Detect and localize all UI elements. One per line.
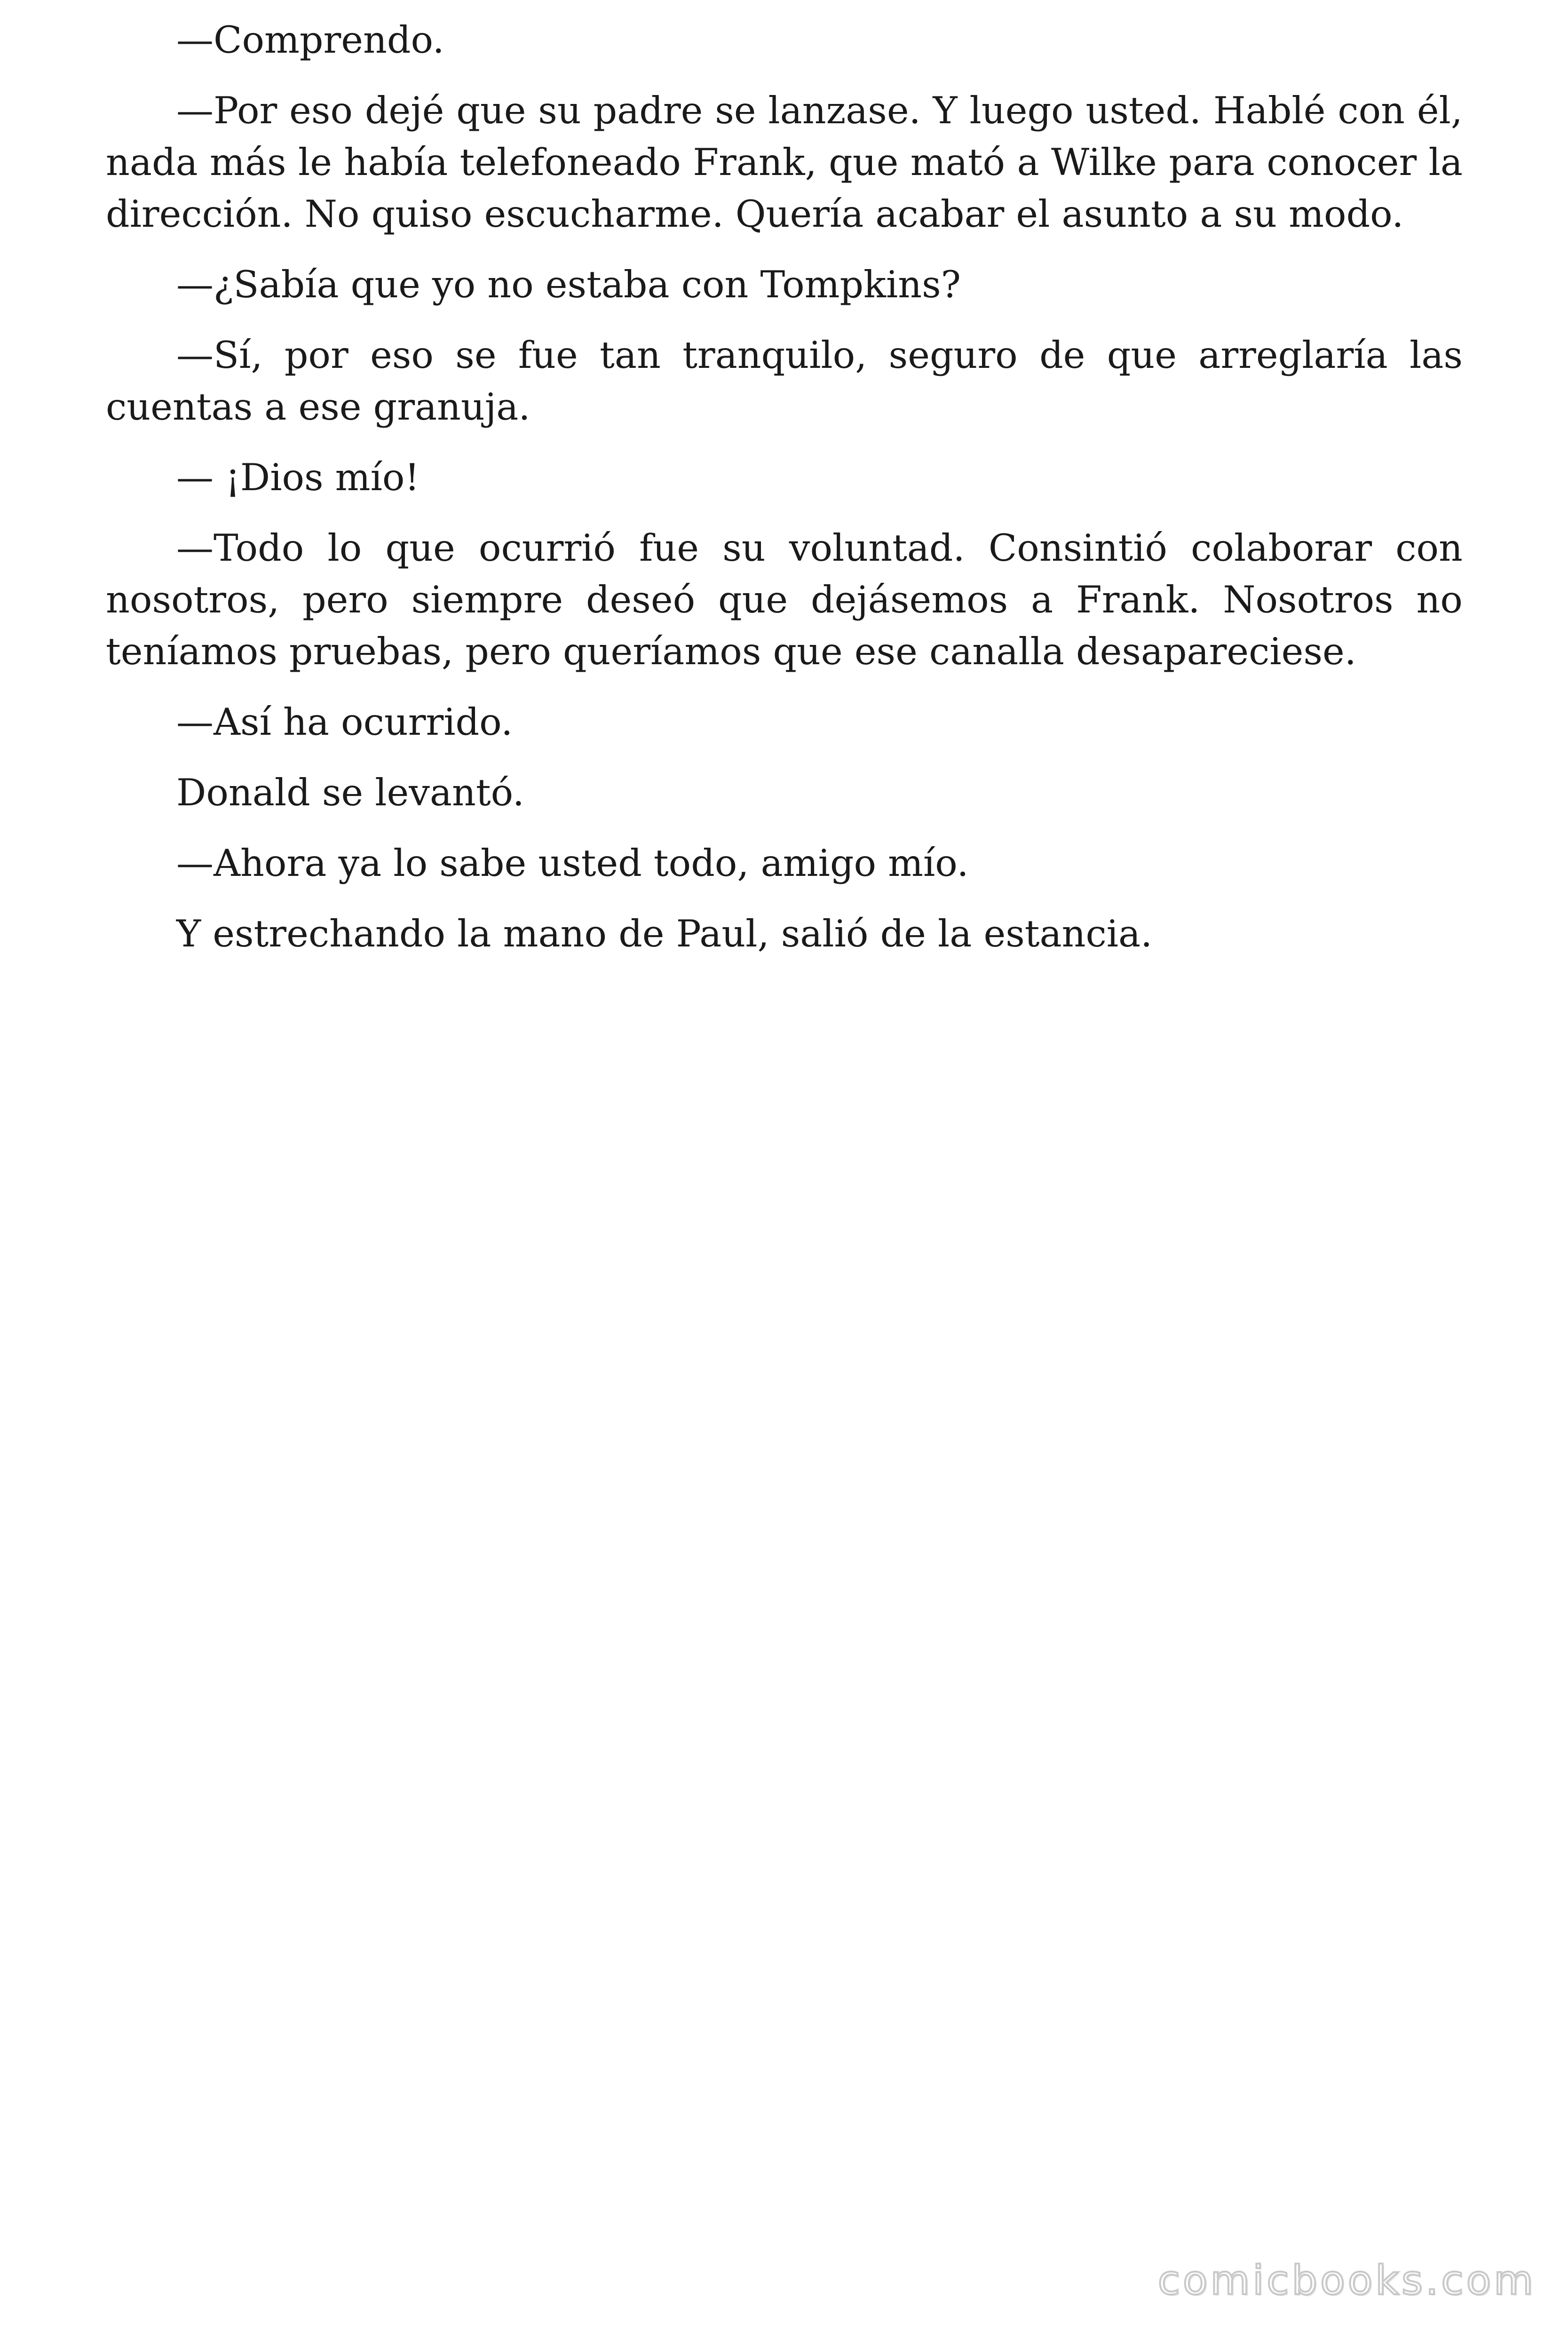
book-page-text (106, 14, 1463, 978)
paragraph-10: Y estrechando la mano de Paul, salió de la estancia. (176, 912, 1153, 955)
paragraph-2: —Por eso dejé que su padre se lanzase. Y luego usted. Hablé con él, nada más le había telefoneado Frank, que mató a Wilke para conocer la dirección. No quiso escucharme. Quería acabar el asunto a su modo. (106, 89, 1463, 236)
paragraph-7: —Así ha ocurrido. (176, 700, 513, 744)
paragraph-6: —Todo lo que ocurrió fue su voluntad. Consintió colaborar con nosotros, pero siempre deseó que dejásemos a Frank. Nosotros no teníamos pruebas, pero queríamos que ese canalla desapareciese. (106, 526, 1463, 673)
paragraph-9: —Ahora ya lo sabe usted todo, amigo mío. (176, 842, 969, 885)
watermark: comicbooks.com (1157, 2257, 1536, 2304)
paragraph-3: —¿Sabía que yo no estaba con Tompkins? (176, 263, 961, 306)
paragraph-4: —Sí, por eso se fue tan tranquilo, seguro de que arreglaría las cuentas a ese granuja. (106, 334, 1463, 429)
paragraph-1: —Comprendo. (176, 18, 444, 62)
paragraph-8: Donald se levantó. (176, 771, 524, 814)
paragraph-5: — ¡Dios mío! (176, 456, 420, 499)
